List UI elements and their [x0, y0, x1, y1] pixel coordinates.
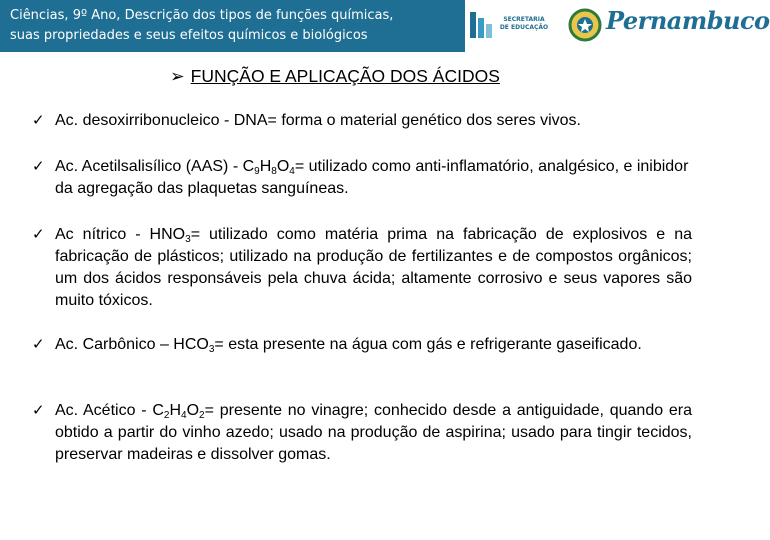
subscript: 3: [208, 344, 215, 355]
check-icon: ✓: [32, 226, 45, 243]
check-icon: ✓: [32, 158, 45, 175]
check-icon: ✓: [32, 336, 45, 353]
header: [0, 0, 770, 52]
item-text: = utilizado como anti-inflamatório, analgésico, e inibidor da agregação das plaquetas sanguíneas.: [55, 158, 689, 197]
item-text: = utilizado como matéria prima na fabricação de explosivos e na fabricação de plásticos; utilizado na produção de fertilizantes e de compostos orgânicos; um dos ácidos responsáveis pela chuva ácida; altamente corrosivo e seus vapores são muito tóxicos.: [55, 226, 693, 309]
secretaria-label: [494, 16, 554, 32]
header-band: [0, 0, 465, 52]
subscript: 3: [185, 234, 191, 245]
subscript: 2: [199, 410, 205, 421]
section-heading-text: FUNÇÃO E APLICAÇÃO DOS ÁCIDOS: [190, 66, 500, 86]
list-item: [32, 400, 692, 466]
list-item: [32, 334, 692, 356]
item-text: Ac. desoxirribonucleico - DNA= forma o material genético dos seres vivos.: [55, 112, 581, 129]
item-text: Ac. Acético - C: [55, 402, 164, 419]
section-heading: [170, 66, 500, 87]
secretaria-label-line-2: DE EDUCAÇÃO: [499, 24, 549, 31]
item-text: Ac. Carbônico – HCO: [55, 336, 209, 353]
item-text: O: [186, 402, 200, 419]
item-text: O: [276, 158, 290, 175]
header-title-line-2: suas propriedades e seus efeitos químicos e biológicos: [10, 28, 368, 43]
item-text: H: [259, 158, 272, 175]
list-item: [32, 224, 692, 312]
item-text: = presente no vinagre; conhecido desde a antiguidade, quando era obtido a partir do vinho azedo; usado na produção de aspirina; usado para tingir tecidos, preservar madeiras e dissolver gomas.: [55, 402, 693, 463]
list-item: [32, 156, 692, 200]
subscript: 9: [254, 166, 260, 177]
item-text: Ac. Acetilsalisílico (AAS) - C: [55, 158, 255, 175]
item-text: Ac nítrico - HNO: [55, 226, 186, 243]
secretaria-logo-icon: [470, 12, 492, 38]
check-icon: ✓: [32, 112, 45, 129]
subscript: 4: [289, 166, 295, 177]
subscript: 4: [181, 410, 187, 421]
header-title-line-1: Ciências, 9º Ano, Descrição dos tipos de funções químicas,: [10, 8, 394, 23]
subscript: 8: [271, 166, 277, 177]
item-text: H: [169, 402, 182, 419]
item-text: = esta presente na água com gás e refrigerante gaseificado.: [214, 336, 642, 353]
check-icon: ✓: [32, 402, 45, 419]
subscript: 2: [163, 410, 170, 421]
logo-area: [470, 2, 770, 50]
state-seal-icon: [568, 8, 602, 42]
header-title: [10, 6, 460, 46]
list-item: [32, 110, 692, 132]
arrow-bullet-icon: ➢: [170, 66, 185, 86]
secretaria-label-line-1: SECRETARIA: [503, 16, 545, 23]
pernambuco-brand: Pernambuco: [606, 6, 770, 35]
